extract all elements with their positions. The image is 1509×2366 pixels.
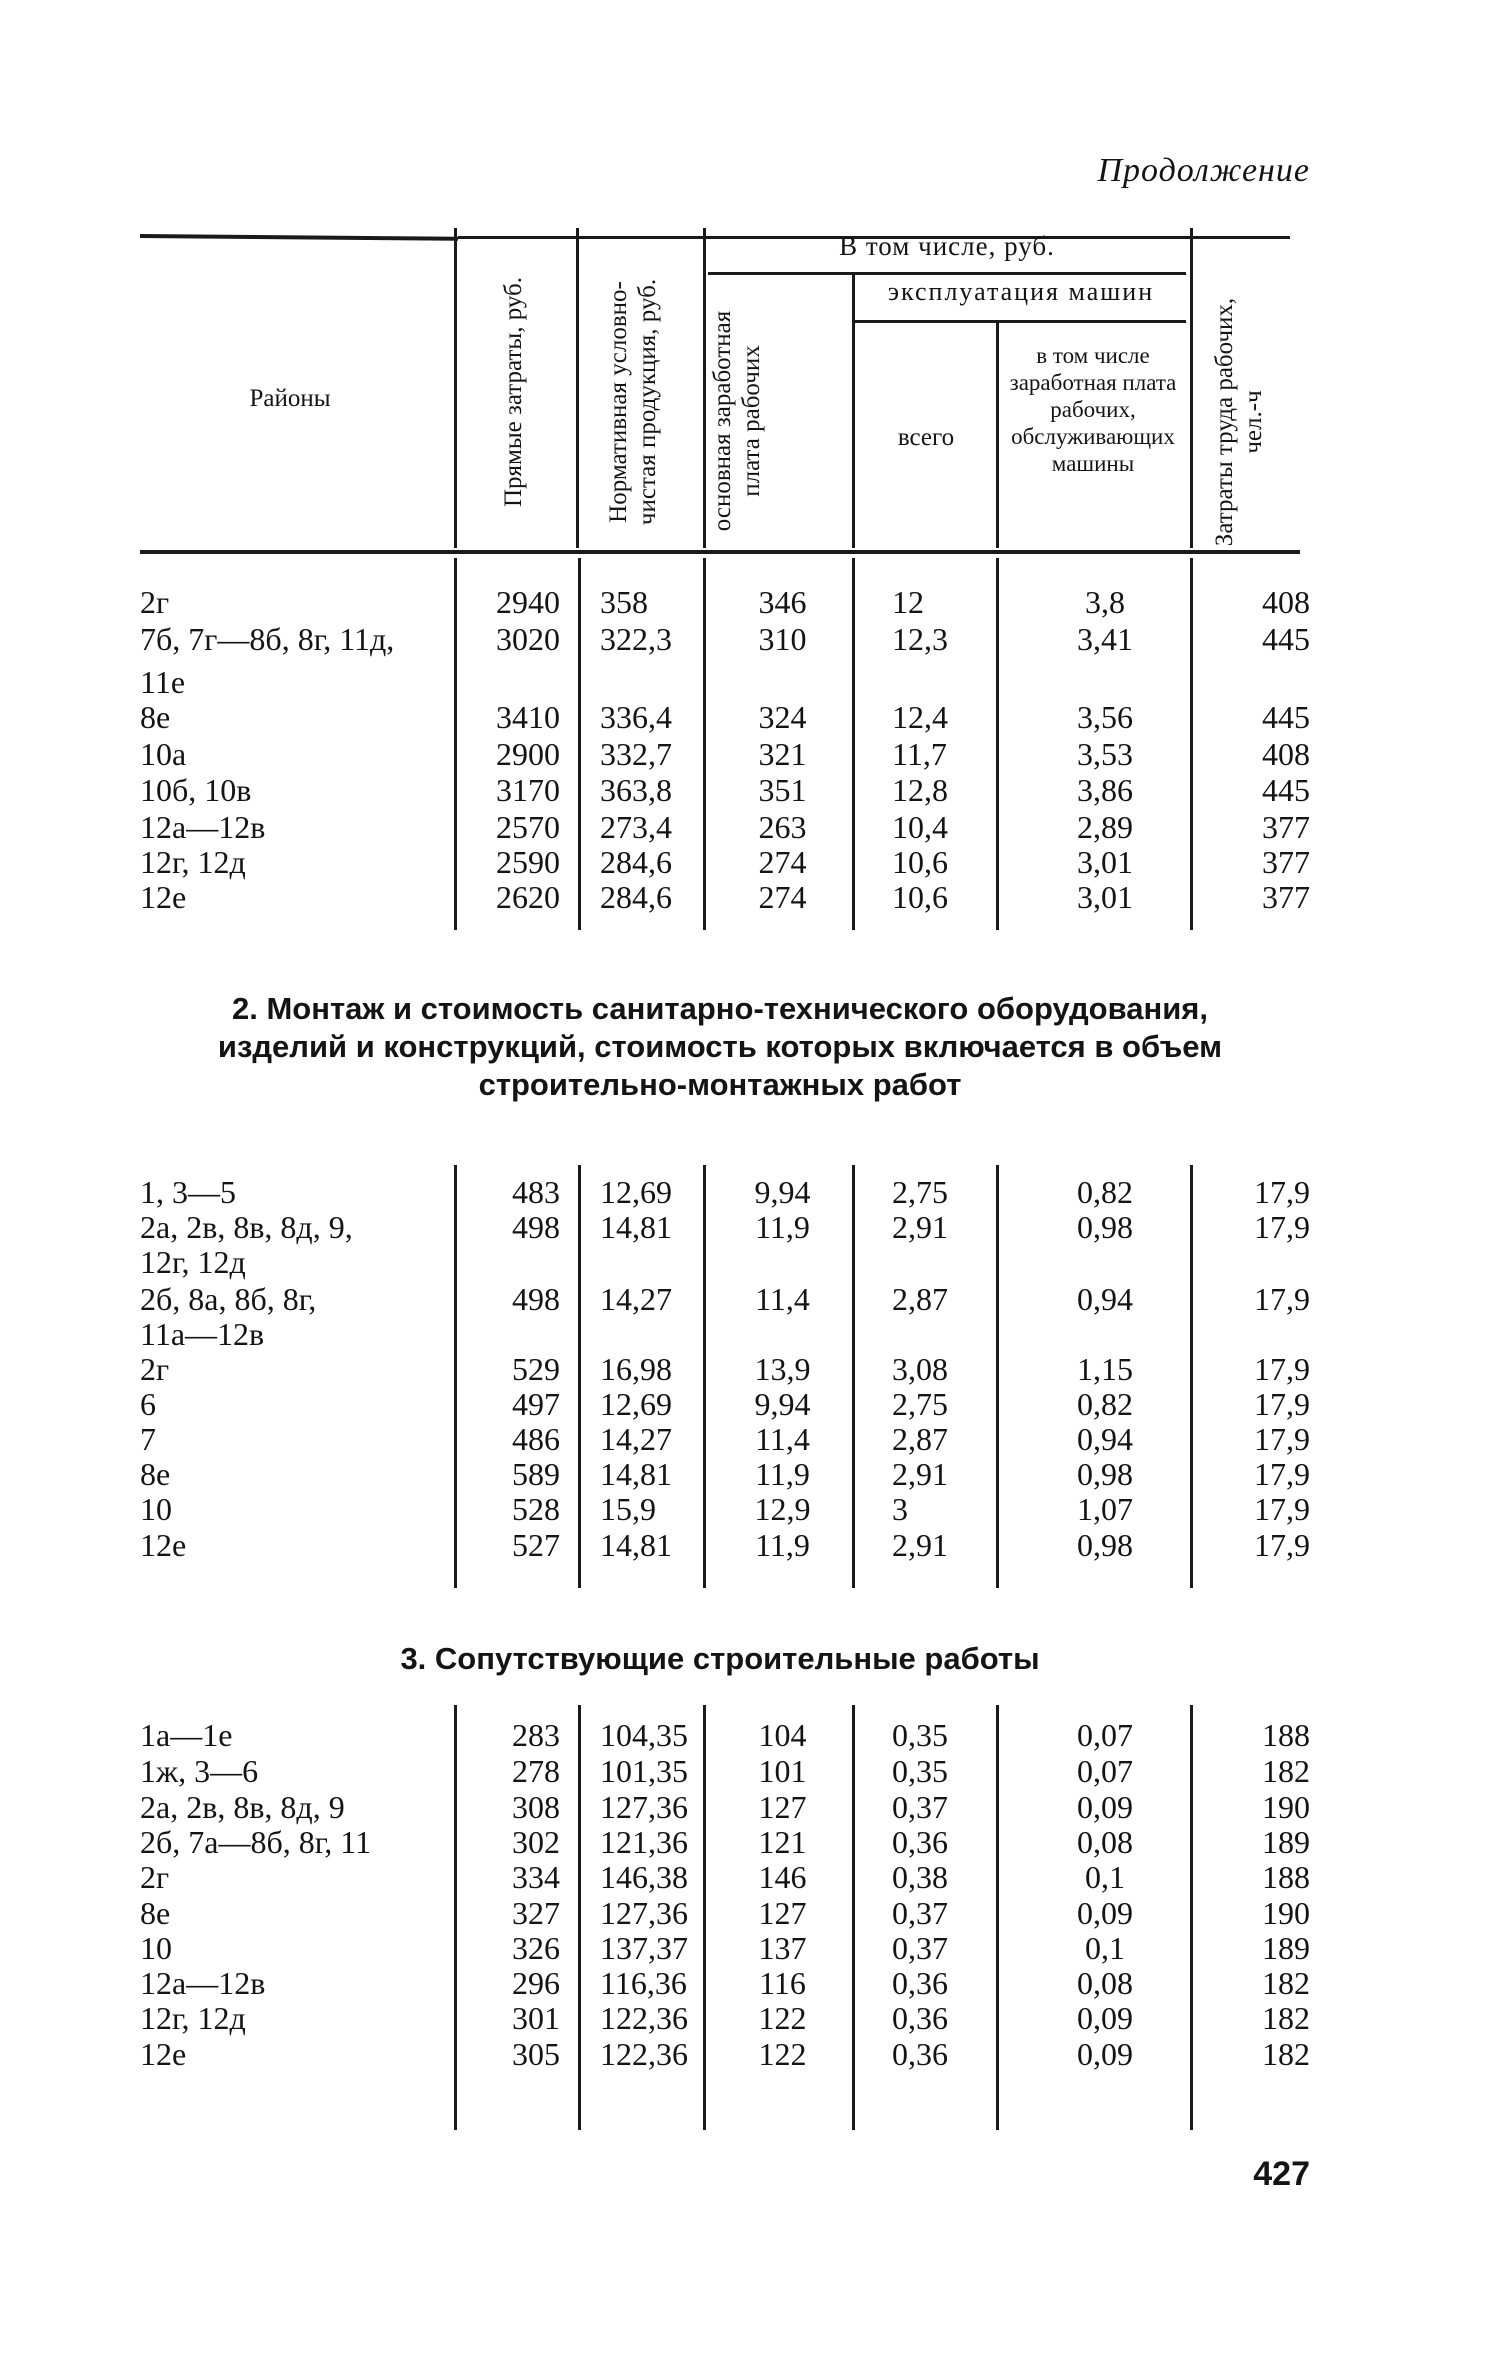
cell-normative: 127,36 xyxy=(600,1895,688,1931)
cell-machines: 2,87 xyxy=(892,1421,948,1457)
table-row xyxy=(0,585,1509,620)
cell-normative: 363,8 xyxy=(600,772,672,808)
cell-direct: 302 xyxy=(512,1824,560,1860)
cell-labor: 17,9 xyxy=(1254,1209,1310,1245)
header-vline-4 xyxy=(852,272,855,548)
cell-labor: 182 xyxy=(1262,2036,1310,2072)
cell-region: 2г xyxy=(140,584,170,620)
header-vline-6 xyxy=(1190,228,1193,548)
header-labor: Затраты труда рабочих, чел.-ч xyxy=(1211,297,1267,547)
cell-region: 1, 3—5 xyxy=(140,1174,236,1210)
cell-labor: 189 xyxy=(1262,1824,1310,1860)
cell-wage: 274 xyxy=(758,844,807,880)
header-vline-1 xyxy=(454,228,457,548)
cell-wage: 146 xyxy=(758,1859,807,1895)
table-row xyxy=(0,773,1509,808)
header-vline-2 xyxy=(576,228,579,548)
cell-machine_wage: 0,08 xyxy=(1077,1965,1133,2001)
cell-machines: 0,36 xyxy=(892,1965,948,2001)
cell-machines: 10,6 xyxy=(892,844,948,880)
cell-machine_wage: 0,09 xyxy=(1077,2000,1133,2036)
cell-normative: 16,98 xyxy=(600,1351,672,1387)
table-row xyxy=(0,845,1509,880)
cell-labor: 182 xyxy=(1262,1965,1310,2001)
cell-machine_wage: 0,07 xyxy=(1077,1753,1133,1789)
cell-labor: 188 xyxy=(1262,1717,1310,1753)
table-row xyxy=(0,1210,1509,1245)
cell-region: 12а—12в xyxy=(140,1965,266,2001)
cell-direct: 334 xyxy=(512,1859,560,1895)
cell-direct: 486 xyxy=(512,1421,560,1457)
table-row xyxy=(0,1317,1509,1352)
table-row xyxy=(0,1754,1509,1789)
cell-wage: 11,9 xyxy=(755,1456,810,1492)
cell-machine_wage: 3,41 xyxy=(1077,621,1133,657)
cell-labor: 377 xyxy=(1262,879,1310,915)
cell-machine_wage: 0,94 xyxy=(1077,1421,1133,1457)
cell-normative: 14,27 xyxy=(600,1421,672,1457)
cell-machines: 2,91 xyxy=(892,1209,948,1245)
cell-machines: 0,36 xyxy=(892,1824,948,1860)
cell-labor: 17,9 xyxy=(1254,1386,1310,1422)
cell-machine_wage: 3,53 xyxy=(1077,736,1133,772)
cell-direct: 326 xyxy=(512,1930,560,1966)
cell-labor: 377 xyxy=(1262,809,1310,845)
cell-normative: 15,9 xyxy=(600,1491,656,1527)
cell-wage: 121 xyxy=(758,1824,807,1860)
cell-region: 1ж, 3—6 xyxy=(140,1753,259,1789)
cell-normative: 284,6 xyxy=(600,879,672,915)
cell-machine_wage: 0,82 xyxy=(1077,1386,1133,1422)
cell-wage: 13,9 xyxy=(754,1351,811,1387)
cell-machines: 2,75 xyxy=(892,1386,948,1422)
cell-machines: 10,6 xyxy=(892,879,948,915)
cell-labor: 190 xyxy=(1262,1895,1310,1931)
cell-wage: 127 xyxy=(758,1895,807,1931)
cell-machines: 12,4 xyxy=(892,699,948,735)
cell-labor: 445 xyxy=(1262,621,1310,657)
cell-direct: 283 xyxy=(512,1717,560,1753)
header-normative-output: Нормативная условно-чистая продукция, руб. xyxy=(605,278,661,526)
machines-rule xyxy=(852,320,1186,323)
cell-direct: 589 xyxy=(512,1456,560,1492)
cell-labor: 445 xyxy=(1262,772,1310,808)
cell-machines: 0,35 xyxy=(892,1753,948,1789)
cell-machine_wage: 3,01 xyxy=(1077,879,1133,915)
table-row xyxy=(0,1896,1509,1931)
cell-wage: 351 xyxy=(758,772,807,808)
cell-machines: 0,37 xyxy=(892,1789,948,1825)
table-row xyxy=(0,1457,1509,1492)
cell-wage: 137 xyxy=(758,1930,807,1966)
cell-machines: 3,08 xyxy=(892,1351,948,1387)
cell-wage: 346 xyxy=(758,584,807,620)
cell-machines: 0,37 xyxy=(892,1930,948,1966)
table-row xyxy=(0,810,1509,845)
cell-region: 12а—12в xyxy=(140,809,266,845)
header-bottom-rule xyxy=(140,550,1300,554)
cell-wage: 11,9 xyxy=(755,1209,810,1245)
cell-wage: 310 xyxy=(758,621,807,657)
cell-normative: 137,37 xyxy=(600,1930,688,1966)
cell-labor: 408 xyxy=(1262,736,1310,772)
cell-direct: 296 xyxy=(512,1965,560,2001)
table-row xyxy=(0,1931,1509,1966)
table-row xyxy=(0,1718,1509,1753)
cell-labor: 17,9 xyxy=(1254,1351,1310,1387)
table-row xyxy=(0,1175,1509,1210)
header-direct-costs: Прямые затраты, руб. xyxy=(500,276,527,508)
cell-direct: 529 xyxy=(512,1351,560,1387)
cell-region: 2б, 8а, 8б, 8г, xyxy=(140,1281,317,1317)
cell-machine_wage: 1,15 xyxy=(1077,1351,1133,1387)
cell-region: 2а, 2в, 8в, 8д, 9 xyxy=(140,1789,345,1825)
cell-machines: 2,75 xyxy=(892,1174,948,1210)
cell-machines: 12,8 xyxy=(892,772,948,808)
cell-region: 10а xyxy=(140,736,187,772)
cell-normative: 116,36 xyxy=(600,1965,687,2001)
cell-wage: 127 xyxy=(758,1789,807,1825)
cell-direct: 2590 xyxy=(496,844,560,880)
table-row xyxy=(0,2001,1509,2036)
header-region: Районы xyxy=(249,385,331,412)
cell-direct: 327 xyxy=(512,1895,560,1931)
table-row xyxy=(0,1492,1509,1527)
cell-machines: 0,36 xyxy=(892,2036,948,2072)
cell-wage: 116 xyxy=(759,1965,806,2001)
cell-region: 7 xyxy=(140,1421,156,1457)
header-vline-5 xyxy=(996,322,999,548)
cell-normative: 14,27 xyxy=(600,1281,672,1317)
cell-wage: 11,4 xyxy=(755,1281,810,1317)
cell-machine_wage: 3,8 xyxy=(1085,584,1125,620)
cell-machines: 12 xyxy=(892,584,924,620)
table-row xyxy=(0,1966,1509,2001)
cell-machine_wage: 1,07 xyxy=(1077,1491,1133,1527)
cell-direct: 305 xyxy=(512,2036,560,2072)
cell-direct: 528 xyxy=(512,1491,560,1527)
cell-region: 2г xyxy=(140,1351,170,1387)
cell-machines: 0,37 xyxy=(892,1895,948,1931)
cell-wage: 122 xyxy=(758,2036,807,2072)
cell-machines: 2,87 xyxy=(892,1281,948,1317)
cell-wage: 11,9 xyxy=(755,1527,810,1563)
table-row xyxy=(0,1528,1509,1563)
cell-region: 10 xyxy=(140,1930,172,1966)
cell-machines: 2,91 xyxy=(892,1527,948,1563)
cell-direct: 308 xyxy=(512,1789,560,1825)
cell-machines: 0,38 xyxy=(892,1859,948,1895)
cell-machine_wage: 0,82 xyxy=(1077,1174,1133,1210)
cell-region: 2г xyxy=(140,1859,170,1895)
cell-machines: 0,35 xyxy=(892,1717,948,1753)
cell-labor: 182 xyxy=(1262,2000,1310,2036)
cell-machine_wage: 3,01 xyxy=(1077,844,1133,880)
cell-normative: 284,6 xyxy=(600,844,672,880)
cell-region: 1а—1е xyxy=(140,1717,233,1753)
cell-normative: 122,36 xyxy=(600,2000,688,2036)
cell-machine_wage: 0,1 xyxy=(1085,1859,1125,1895)
table-row xyxy=(0,1282,1509,1317)
header-including: В том числе, руб. xyxy=(839,231,1055,261)
cell-region: 2а, 2в, 8в, 8д, 9, xyxy=(140,1209,353,1245)
cell-machines: 0,36 xyxy=(892,2000,948,2036)
cell-region: 8е xyxy=(140,1895,171,1931)
cell-normative: 127,36 xyxy=(600,1789,688,1825)
cell-region: 2б, 7а—8б, 8г, 11 xyxy=(140,1824,372,1860)
section2-title-line2: изделий и конструкций, стоимость которых включается в объем xyxy=(217,1029,1223,1064)
cell-direct: 483 xyxy=(512,1174,560,1210)
table-row xyxy=(0,1860,1509,1895)
header-machine-wage: в том числе заработная плата рабочих, обслуживающих машины xyxy=(1009,343,1177,476)
cell-machine_wage: 3,56 xyxy=(1077,699,1133,735)
cell-direct: 527 xyxy=(512,1527,560,1563)
table-row xyxy=(0,880,1509,915)
cell-wage: 321 xyxy=(758,736,807,772)
cell-machine_wage: 0,1 xyxy=(1085,1930,1125,1966)
cell-wage: 9,94 xyxy=(754,1386,811,1422)
cell-labor: 17,9 xyxy=(1254,1527,1310,1563)
header-machine-total: всего xyxy=(897,424,955,451)
table-row xyxy=(0,1825,1509,1860)
header-vline-3 xyxy=(703,228,706,548)
cell-region: 12е xyxy=(140,879,187,915)
cell-labor: 17,9 xyxy=(1254,1491,1310,1527)
table-row xyxy=(0,1352,1509,1387)
cell-normative: 336,4 xyxy=(600,699,672,735)
cell-region: 10б, 10в xyxy=(140,772,252,808)
cell-region: 12е xyxy=(140,1527,187,1563)
cell-normative: 104,35 xyxy=(600,1717,688,1753)
table-row xyxy=(0,622,1509,657)
cell-direct: 301 xyxy=(512,2000,560,2036)
cell-wage: 9,94 xyxy=(754,1174,811,1210)
cell-wage: 324 xyxy=(758,699,807,735)
cell-machines: 3 xyxy=(892,1491,908,1527)
cell-region: 12е xyxy=(140,2036,187,2072)
page-number: 427 xyxy=(1253,2155,1310,2193)
cell-machine_wage: 0,09 xyxy=(1077,2036,1133,2072)
table-row xyxy=(0,2037,1509,2072)
cell-machines: 2,91 xyxy=(892,1456,948,1492)
cell-direct: 3020 xyxy=(496,621,560,657)
cell-normative: 332,7 xyxy=(600,736,672,772)
cell-labor: 377 xyxy=(1262,844,1310,880)
cell-wage: 274 xyxy=(758,879,807,915)
cell-direct: 2900 xyxy=(496,736,560,772)
table-row xyxy=(0,1790,1509,1825)
cell-normative: 122,36 xyxy=(600,2036,688,2072)
table-row xyxy=(0,1387,1509,1422)
cell-labor: 17,9 xyxy=(1254,1421,1310,1457)
cell-direct: 2940 xyxy=(496,584,560,620)
cell-normative: 12,69 xyxy=(600,1174,672,1210)
cell-machine_wage: 2,89 xyxy=(1077,809,1133,845)
cell-region: 10 xyxy=(140,1491,172,1527)
table-row xyxy=(0,665,1509,700)
cell-machine_wage: 0,07 xyxy=(1077,1717,1133,1753)
header-top-rule xyxy=(140,234,458,241)
cell-labor: 445 xyxy=(1262,699,1310,735)
cell-normative: 273,4 xyxy=(600,809,672,845)
cell-wage: 122 xyxy=(758,2000,807,2036)
cell-region: 12г, 12д xyxy=(140,2000,246,2036)
table-row xyxy=(0,1245,1509,1280)
cell-region: 8е xyxy=(140,1456,171,1492)
cell-direct: 498 xyxy=(512,1281,560,1317)
header-machine-operation: эксплуатация машин xyxy=(887,277,1155,306)
cell-machine_wage: 0,08 xyxy=(1077,1824,1133,1860)
cell-machine_wage: 0,09 xyxy=(1077,1789,1133,1825)
cell-normative: 12,69 xyxy=(600,1386,672,1422)
header-base-wage: основная заработная плата рабочих xyxy=(709,310,765,532)
cell-direct: 2620 xyxy=(496,879,560,915)
cell-wage: 12,9 xyxy=(754,1491,811,1527)
cell-region: 8е xyxy=(140,699,171,735)
cell-normative: 14,81 xyxy=(600,1209,672,1245)
cell-labor: 17,9 xyxy=(1254,1174,1310,1210)
cell-labor: 17,9 xyxy=(1254,1281,1310,1317)
cell-machines: 11,7 xyxy=(892,736,947,772)
cell-labor: 190 xyxy=(1262,1789,1310,1825)
cell-labor: 17,9 xyxy=(1254,1456,1310,1492)
cell-normative: 358 xyxy=(600,584,648,620)
cell-direct: 497 xyxy=(512,1386,560,1422)
cell-region: 6 xyxy=(140,1386,156,1422)
cell-machines: 10,4 xyxy=(892,809,948,845)
cell-machine_wage: 0,98 xyxy=(1077,1527,1133,1563)
cell-wage: 263 xyxy=(758,809,807,845)
table-row xyxy=(0,700,1509,735)
cell-normative: 146,38 xyxy=(600,1859,688,1895)
cell-direct: 498 xyxy=(512,1209,560,1245)
cell-direct: 2570 xyxy=(496,809,560,845)
cell-labor: 182 xyxy=(1262,1753,1310,1789)
continuation-label: Продолжение xyxy=(1097,152,1310,189)
section3-title: 3. Сопутствующие строительные работы xyxy=(400,1641,1040,1676)
cell-region: 12г, 12д xyxy=(140,1244,246,1280)
cell-wage: 101 xyxy=(758,1753,807,1789)
cell-machine_wage: 0,94 xyxy=(1077,1281,1133,1317)
cell-labor: 188 xyxy=(1262,1859,1310,1895)
section2-title-line3: строительно-монтажных работ xyxy=(478,1067,962,1102)
cell-wage: 104 xyxy=(758,1717,807,1753)
cell-machines: 12,3 xyxy=(892,621,948,657)
cell-labor: 189 xyxy=(1262,1930,1310,1966)
cell-normative: 14,81 xyxy=(600,1456,672,1492)
cell-region: 12г, 12д xyxy=(140,844,246,880)
table-row xyxy=(0,737,1509,772)
table-row xyxy=(0,1422,1509,1457)
cell-normative: 101,35 xyxy=(600,1753,688,1789)
cell-machine_wage: 0,98 xyxy=(1077,1456,1133,1492)
cell-region: 11е xyxy=(140,664,186,700)
section2-title-line1: 2. Монтаж и стоимость санитарно-технического оборудования, xyxy=(232,991,1208,1026)
cell-region: 7б, 7г—8б, 8г, 11д, xyxy=(140,621,395,657)
including-rule xyxy=(708,272,1186,275)
cell-normative: 121,36 xyxy=(600,1824,688,1860)
cell-labor: 408 xyxy=(1262,584,1310,620)
cell-direct: 3170 xyxy=(496,772,560,808)
cell-direct: 3410 xyxy=(496,699,560,735)
cell-wage: 11,4 xyxy=(755,1421,810,1457)
cell-machine_wage: 0,09 xyxy=(1077,1895,1133,1931)
cell-normative: 322,3 xyxy=(600,621,672,657)
cell-region: 11а—12в xyxy=(140,1316,265,1352)
cell-machine_wage: 0,98 xyxy=(1077,1209,1133,1245)
cell-direct: 278 xyxy=(512,1753,560,1789)
cell-normative: 14,81 xyxy=(600,1527,672,1563)
cell-machine_wage: 3,86 xyxy=(1077,772,1133,808)
